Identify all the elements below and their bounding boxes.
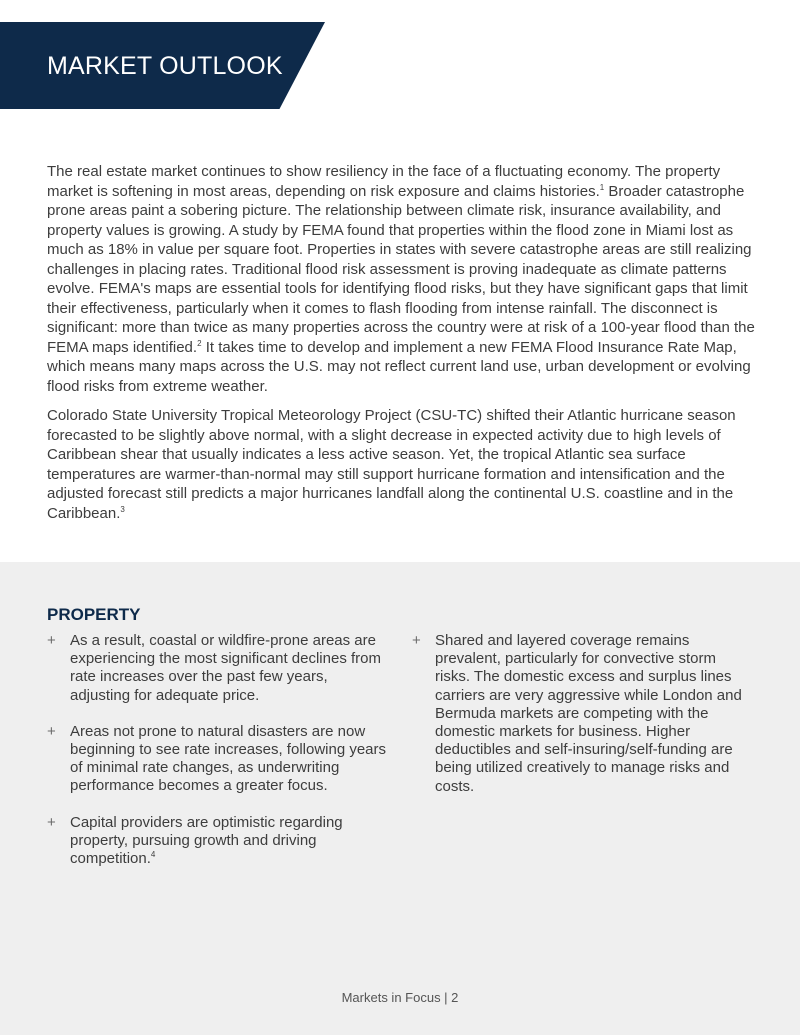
list-item-text: Shared and layered coverage remains prevalent, particularly for convective storm risks. The domestic excess and surplus lines carriers are very aggressive while London and Bermuda markets are competing with the domestic markets for business. Higher deductibles and self-insuring/self-funding are being utilized creatively to manage risks and costs. (435, 632, 742, 795)
plus-icon: + (47, 722, 56, 740)
page-title: MARKET OUTLOOK (47, 52, 283, 80)
list-item (47, 814, 387, 869)
bullet-list-right (412, 632, 742, 814)
paragraph-text: Broader catastrophe prone areas paint a sobering picture. The relationship between climate risk, insurance availability, and property values is growing. A study by FEMA found that properties within the flood zone in Miami lost as much as 18% in value per square foot. Properties in states with severe catastrophe areas are still realizing challenges in placing rates. Traditional flood risk assessment is proving inadequate as climate patterns evolve. FEMA's maps are essential tools for identifying flood risks, but they have significant gaps that limit their effectiveness, particularly when it comes to flash flooding from intense rainfall. The disconnect is significant: more than twice as many properties across the country were at risk of a 100-year flood than the FEMA maps identified. (47, 182, 755, 356)
paragraph-text: It takes time to develop and implement a new FEMA Flood Insurance Rate Map, which means many maps across the U.S. may not reflect current land use, urban development or evolving flood risks from extreme weather. (47, 338, 751, 395)
list-item (412, 632, 742, 796)
intro-paragraph-2 (47, 406, 759, 523)
footnote-ref: 1 (599, 182, 605, 192)
section-heading: PROPERTY (47, 605, 141, 624)
page-footer: Markets in Focus | 2 (341, 990, 459, 1005)
paragraph-text: The real estate market continues to show resiliency in the face of a fluctuating economy. The property market is softening in most areas, depending on risk exposure and claims histories. (47, 163, 721, 200)
list-item (47, 723, 387, 796)
footnote-ref: 2 (197, 338, 202, 348)
plus-icon: + (47, 632, 56, 649)
list-item (47, 632, 387, 705)
footnote-ref: 3 (120, 504, 125, 514)
list-item-text: Areas not prone to natural disasters are now beginning to see rate increases, following years of minimal rate changes, as underwriting performance becomes a greater focus. (70, 722, 387, 795)
bullet-list-left (47, 632, 387, 886)
intro-paragraph-1 (47, 162, 759, 396)
list-item-text: Capital providers are optimistic regarding property, pursuing growth and driving competition. (70, 813, 343, 868)
paragraph-text: Colorado State University Tropical Meteorology Project (CSU-TC) shifted their Atlantic hurricane season forecasted to be slightly above normal, with a slight decrease in expected activity due to high levels of Caribbean shear that usually indicates a less active season. Yet, the tropical Atlantic sea surface temperatures are warmer-than-normal may still support hurricane formation and intensification and the adjusted forecast still predicts a major hurricanes landfall along the continental U.S. coastline and in the Caribbean. (47, 407, 736, 522)
list-item-text: As a result, coastal or wildfire-prone areas are experiencing the most significant declines from rate increases over the past few years, adjusting for adequate price. (70, 632, 381, 704)
plus-icon: + (412, 632, 421, 649)
footnote-ref: 4 (150, 850, 156, 860)
plus-icon: + (47, 813, 56, 831)
intro-text (47, 162, 759, 533)
